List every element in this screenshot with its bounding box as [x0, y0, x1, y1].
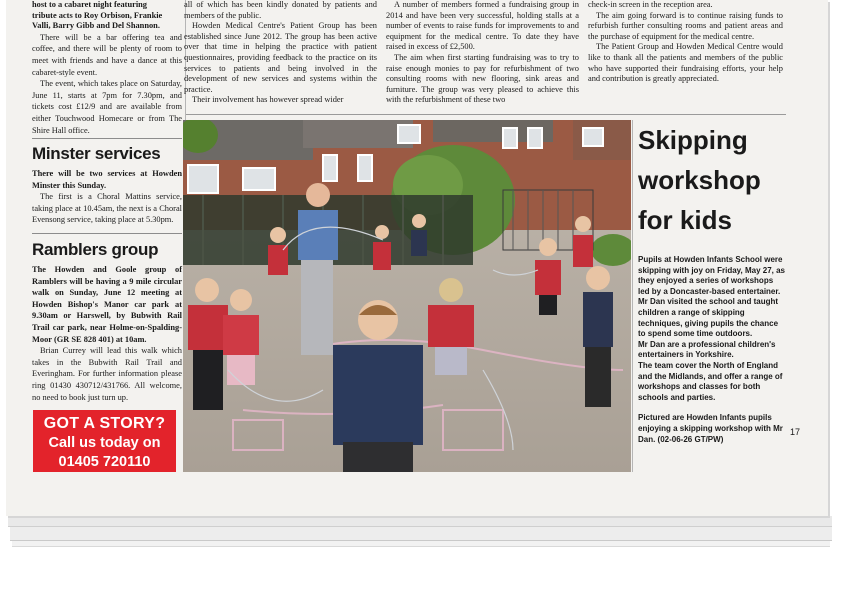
got-a-story-box [33, 410, 176, 472]
thanks-paragraph: The Patient Group and Howden Medical Centre would like to thank all the patients and members of the public who have supported their fundraising efforts, your help and contribution is greatly appreciated. [588, 42, 783, 84]
section-divider [32, 138, 182, 139]
newspaper-page [6, 0, 828, 516]
middle-column [184, 0, 377, 106]
skipping-paragraph: Pupils at Howden Infants School were skipping with joy on Friday, May 27, as they enjoyed a series of workshops led by a Doncaster-based entertainer. [638, 255, 785, 296]
skipping-paragraph: Mr Dan visited the school and taught children a range of skipping techniques, giving pupils the chance to spend some time outdoors. [638, 297, 779, 339]
skipping-paragraph: The team cover the North of England and the Midlands, and offer a range of workshops and classes for both schools and parties. [638, 360, 783, 402]
section-divider [32, 233, 182, 234]
ramblers-section [32, 240, 182, 403]
story-box-title: GOT A STORY? [43, 415, 166, 432]
story-box-phone: 01405 720110 [58, 454, 151, 470]
left-column [32, 0, 182, 136]
paper-edge [12, 540, 830, 547]
fundraising-paragraph: A number of members formed a fundraising group in 2014 and have been very successful, holding stalls at a number of events to raise funds for improvements to and equipment for the medical centre. To date they have raised in excess of £2,500. [386, 0, 579, 52]
intro-line: Valli, Barry Gibb and Del Shannon. [32, 21, 160, 31]
cabaret-paragraph: There will be a bar offering tea and coffee, and there will be plenty of room to meet with friends and have a dance at this cabaret-style event. [32, 32, 182, 77]
paper-edge [8, 516, 832, 527]
minster-section [32, 144, 182, 226]
photo-caption: Pictured are Howden Infants pupils enjoying a skipping workshop with Mr Dan. (02-06-26 GT/PW) [638, 413, 783, 444]
skipping-heading-line: Skipping [638, 125, 748, 155]
aim-forward-paragraph: The aim going forward is to continue raising funds to refurbish further consulting rooms and patient areas and the purchase of equipment for the medical centre. [588, 10, 783, 41]
aim-paragraph: The aim when first starting fundraising was to try to raise enough monies to pay for refurbishment of two consulting rooms with new flooring, sink areas and furniture. The group was very pleased to achieve this with the refurbishment of these two [386, 52, 579, 105]
skipping-article [638, 255, 786, 445]
involvement-paragraph: Their involvement has however spread wider [192, 95, 344, 105]
skipping-paragraph: Mr Dan are a professional children's entertainers in Yorkshire. [638, 339, 776, 360]
skipping-heading-line: for kids [638, 205, 732, 235]
minster-body: The first is a Choral Mattins service, taking place at 10.45am, the next is a Choral Evensong service, taking place at 5.30pm. [32, 192, 182, 225]
ramblers-heading: Ramblers group [32, 240, 159, 259]
intro-line: tribute acts to Roy Orbison, Frankie [32, 10, 163, 20]
section-divider [186, 114, 786, 115]
skipping-heading-block [638, 120, 788, 240]
minster-heading: Minster services [32, 144, 161, 163]
third-column [386, 0, 579, 106]
photo-illustration [183, 120, 631, 472]
story-box-subtitle: Call us today on [48, 435, 161, 451]
paper-edge [10, 526, 832, 541]
patient-group-paragraph: Howden Medical Centre's Patient Group has been established since June 2012. The group has been active over that time in helping the practice with patient questionnaires, providing feedback to the practice on its services to patients and being involved in the development of new services and systems within the practice. [184, 21, 377, 94]
intro-line: host to a cabaret night featuring [32, 0, 147, 9]
column-rule [632, 120, 633, 472]
skipping-photo [183, 120, 631, 472]
cabaret-event-paragraph: The event, which takes place on Saturday, June 11, starts at 7pm for 7.30pm, and tickets cost £12/9 and are available from either Touchwood Homecare or from The Shire Hall office. [32, 79, 182, 135]
ramblers-body: Brian Currey will lead this walk which takes in the Bubwith Rail Trail and Everingham. For further information please ring 01430 430712/431766. All welcome, no need to book just turn up. [32, 346, 182, 402]
fourth-first-line: check-in screen in the reception area. [588, 0, 713, 9]
fourth-column [588, 0, 783, 85]
middle-first-line: all of which has been kindly donated by patients and members of the public. [184, 0, 377, 20]
minster-lead: There will be two services at Howden Minster this Sunday. [32, 169, 182, 190]
page-number: 17 [790, 427, 801, 437]
ramblers-lead: The Howden and Goole group of Ramblers will be having a 9 mile circular walk on Sunday, June 12 meeting at Howden Bishop's Manor car park at 9.30am or Harswell, by Bubwith Rail Trail car park, near Holme-on-Spalding-Moor (GR SE 828 401) at 10am. [32, 265, 182, 344]
skipping-heading-line: workshop [638, 165, 761, 195]
